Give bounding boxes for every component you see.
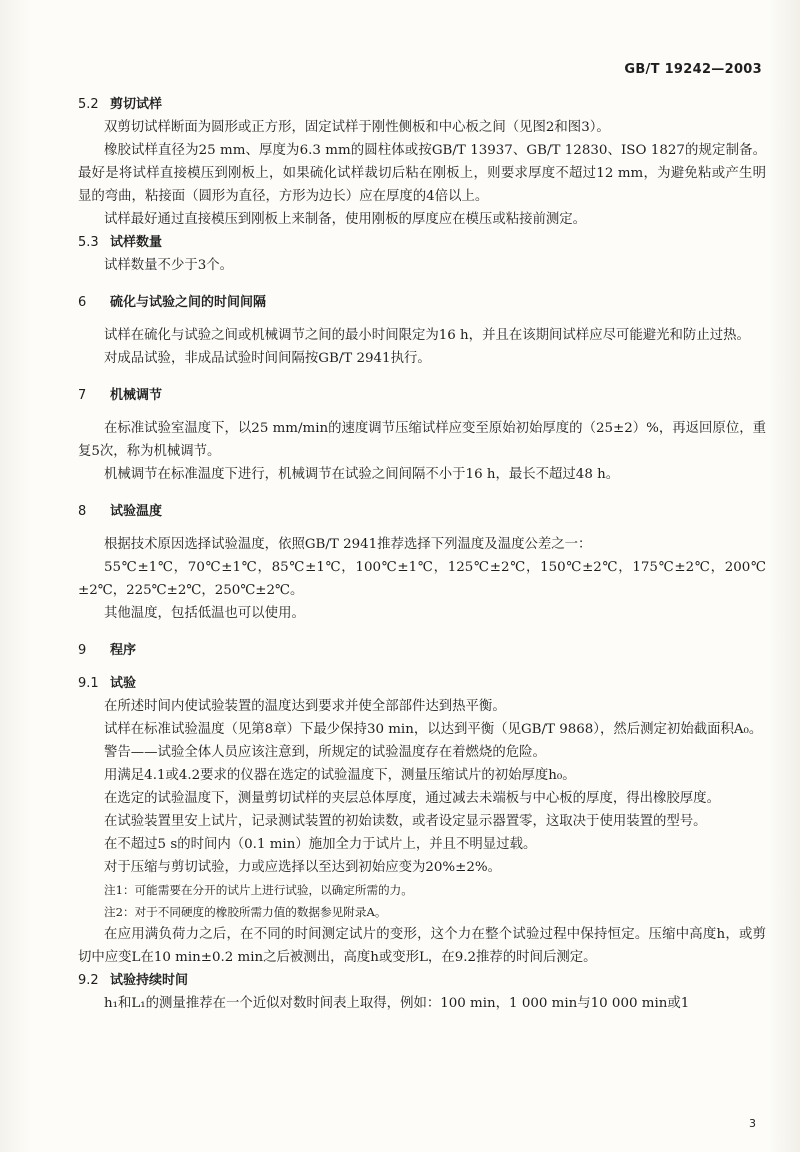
paragraph: 试样在硫化与试验之间或机械调节之间的最小时间限定为16 h，并且在该期间试样应尽可能避光和防止过热。 — [104, 328, 750, 343]
heading-9 — [78, 639, 766, 662]
page-number: 3 — [749, 1117, 756, 1130]
heading-9-2 — [78, 969, 766, 992]
paragraph: 机械调节在标准温度下进行，机械调节在试验之间间隔不小于16 h，最长不超过48 h。 — [104, 467, 620, 482]
section-number: 7 — [78, 388, 87, 403]
section-title: 剪切试样 — [110, 97, 163, 112]
paragraph: h₁和L₁的测量推荐在一个近似对数时间表上取得，例如：100 min，1 000 min与10 000 min或1 — [104, 996, 690, 1011]
paragraph: 双剪切试样断面为圆形或正方形，固定试样于刚性侧板和中心板之间（见图2和图3）。 — [104, 120, 610, 135]
section-number: 8 — [78, 504, 87, 519]
paragraph: 55℃±1℃，70℃±1℃，85℃±1℃，100℃±1℃，125℃±2℃，150℃±2℃，175℃±2℃，200℃±2℃，225℃±2℃，250℃±2℃。 — [78, 560, 766, 598]
section-number: 5.2 — [78, 97, 99, 112]
section-title: 试验持续时间 — [110, 973, 189, 988]
paragraph: 用满足4.1或4.2要求的仪器在选定的试验温度下，测量压缩试片的初始厚度h₀。 — [104, 768, 576, 783]
paragraph: 试样最好通过直接模压到刚板上来制备，使用刚板的厚度应在模压或粘接前测定。 — [104, 212, 587, 227]
heading-6 — [78, 291, 766, 314]
section-title: 机械调节 — [110, 388, 163, 403]
heading-7 — [78, 384, 766, 407]
paragraph: 对成品试验，非成品试验时间间隔按GB/T 2941执行。 — [104, 351, 431, 366]
paragraph: 橡胶试样直径为25 mm、厚度为6.3 mm的圆柱体或按GB/T 13937、GB/T 12830、ISO 1827的规定制备。最好是将试样直接模压到刚板上，如果硫化试样裁切后粘在刚板上，则要求厚度不超过12 mm，为避免粘或产生明显的弯曲，粘接面（圆形为直径，方形为边长）应在厚度的4倍以上。 — [78, 143, 766, 204]
section-number: 5.3 — [78, 235, 99, 250]
paragraph: 试样在标准试验温度（见第8章）下最少保持30 min，以达到平衡（见GB/T 9868），然后测定初始截面积A₀。 — [104, 722, 763, 737]
section-title: 试验 — [110, 676, 137, 691]
standard-code: GB/T 19242—2003 — [624, 62, 762, 77]
paragraph: 对于压缩与剪切试验，力或应选择以至达到初始应变为20%±2%。 — [104, 860, 501, 875]
section-title: 硫化与试验之间的时间间隔 — [110, 295, 267, 310]
paragraph: 根据技术原因选择试验温度，依照GB/T 2941推荐选择下列温度及温度公差之一： — [104, 537, 592, 552]
section-title: 程序 — [110, 643, 137, 658]
note-1: 注1：可能需要在分开的试片上进行试验，以确定所需的力。 — [104, 883, 413, 897]
heading-5-2 — [78, 93, 766, 116]
note-2: 注2：对于不同硬度的橡胶所需力值的数据参见附录A。 — [104, 905, 387, 919]
paragraph: 在所述时间内使试验装置的温度达到要求并使全部部件达到热平衡。 — [104, 699, 506, 714]
section-title: 试样数量 — [110, 235, 163, 250]
section-number: 6 — [78, 295, 87, 310]
section-title: 试验温度 — [110, 504, 163, 519]
section-number: 9 — [78, 643, 87, 658]
heading-8 — [78, 500, 766, 523]
paragraph: 在试验装置里安上试片，记录测试装置的初始读数，或者设定显示器置零，这取决于使用装置的型号。 — [104, 814, 707, 829]
document-body — [78, 93, 766, 1015]
heading-5-3 — [78, 231, 766, 254]
paragraph: 在不超过5 s的时间内（0.1 min）施加全力于试片上，并且不明显过载。 — [104, 837, 537, 852]
section-number: 9.1 — [78, 676, 99, 691]
warning-paragraph: 警告——试验全体人员应该注意到，所规定的试验温度存在着燃烧的危险。 — [104, 745, 546, 760]
paragraph: 在选定的试验温度下，测量剪切试样的夹层总体厚度，通过减去未端板与中心板的厚度，得出橡胶厚度。 — [104, 791, 720, 806]
paragraph: 其他温度，包括低温也可以使用。 — [104, 606, 305, 621]
heading-9-1 — [78, 672, 766, 695]
paragraph: 在应用满负荷力之后，在不同的时间测定试片的变形，这个力在整个试验过程中保持恒定。压缩中高度h，或剪切中应变L在10 min±0.2 min之后被测出，高度h或变形L，在9.2推荐的时间后测定。 — [78, 927, 766, 965]
paragraph: 试样数量不少于3个。 — [104, 258, 234, 273]
section-number: 9.2 — [78, 973, 99, 988]
paragraph: 在标准试验室温度下，以25 mm/min的速度调节压缩试样应变至原始初始厚度的（25±2）%，再返回原位，重复5次，称为机械调节。 — [78, 421, 766, 459]
